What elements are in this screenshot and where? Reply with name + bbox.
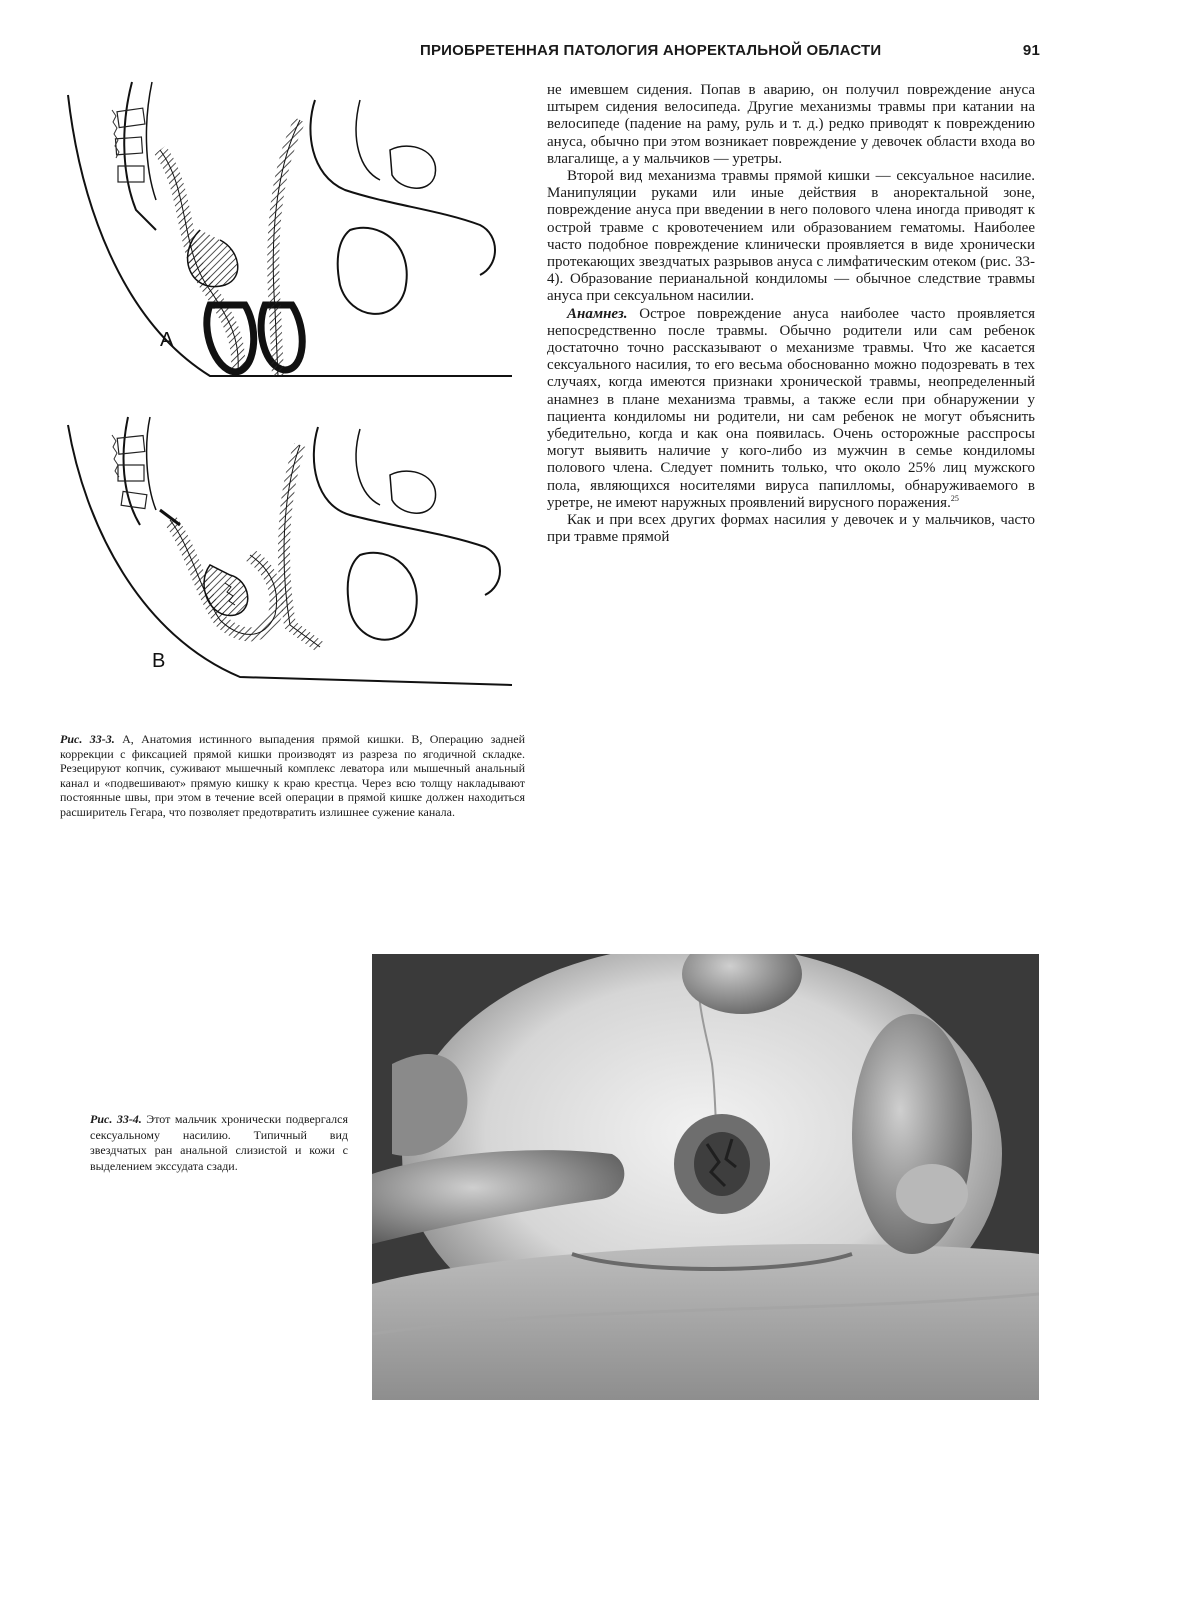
caption-1-text: А, Анатомия истинного выпадения прямой кишки. В, Операцию задней коррекции с фиксацией прямой кишки производят из разреза по ягодичной складке. Резецируют копчик, суживают мышечный комплекс леватора или мышечный анальный канал и «подвешивают» прямую кишку к краю крестца. Через всю толщу накладывают постоянные швы, при этом в течение всей операции в прямой кишке должен находиться расширитель Гегара, что позволяет предотвратить излишнее сужение канала.	[60, 732, 525, 819]
paragraph-3	[547, 306, 1035, 512]
figure-a-label: A	[160, 329, 174, 351]
page-number: 91	[1022, 42, 1040, 59]
paragraph-1: не имевшем сидения. Попав в аварию, он получил повреждение ануса штырем сидения велосипеда. Другие механизмы травмы при катании на велосипеде (падение на раму, руль и т. д.) редко приводят к повреждению ануса, обычно при этом возникает повреждение у девочек области входа во влагалище, а у мальчиков — уретры.	[547, 82, 1035, 167]
figure-a-drawing	[60, 80, 520, 390]
caption-1-label: Рис. 33-3.	[60, 732, 115, 746]
paragraph-3-lead: Анамнез.	[567, 305, 628, 322]
reference-superscript: 25	[950, 493, 959, 503]
caption-2-text: Этот мальчик хронически подвергался сексуальному насилию. Типичный вид звездчатых ран анальной слизистой и кожи с выделением экссудата сзади.	[90, 1112, 348, 1173]
figure-b-label: B	[152, 650, 166, 672]
figure-33-3-a	[60, 80, 520, 390]
paragraph-2: Второй вид механизма травмы прямой кишки — сексуальное насилие. Манипуляции руками или иные действия в аноректальной зоне, повреждение ануса при введении в него полового члена иногда приводят к острой травме с кровотечением или образованием гематомы. Наиболее часто подобное повреждение клинически проявляется в виде хронически протекающих звездчатых разрывов ануса с лимфатическим отеком (рис. 33-4). Образование перианальной кондиломы — обычное следствие травмы ануса при сексуальном насилии.	[547, 168, 1035, 305]
paragraph-4: Как и при всех других формах насилия у девочек и у мальчиков, часто при травме прямой	[547, 512, 1035, 546]
figure-33-3-b	[60, 415, 520, 700]
figure-b-drawing	[60, 415, 520, 700]
paragraph-3-text: Острое повреждение ануса наиболее часто проявляется непосредственно после травмы. Обычно родители или сам ребенок достаточно точно рассказывают о механизме травмы. Что же касается сексуального насилия, то его весьма обоснованно можно подозревать в тех случаях, когда имеются признаки хронической травмы, неопределенный анамнез в плане механизма травмы, а также если при обнаружении у пациента кондиломы ни родители, ни сам ребенок не могут объяснить убедительно, когда и как она появилась. Очень осторожные расспросы могут выявить наличие у кого-либо из мужчин в семье кондиломы полового члена. Следует помнить только, что около 25% лиц мужского пола, являющихся носителями вируса папилломы, обнаруживаемого в уретре, не имеют наружных проявлений вирусного поражения.	[547, 305, 1035, 511]
running-header	[420, 40, 1040, 64]
figure-33-3-caption	[60, 732, 525, 819]
running-header-title: ПРИОБРЕТЕННАЯ ПАТОЛОГИЯ АНОРЕКТАЛЬНОЙ ОБЛАСТИ	[420, 42, 882, 59]
figure-33-4-caption	[90, 1112, 348, 1174]
main-text-column	[547, 82, 1035, 546]
figure-33-4-photo	[372, 954, 1039, 1400]
caption-2-label: Рис. 33-4.	[90, 1112, 142, 1126]
clinical-photo	[372, 954, 1039, 1400]
